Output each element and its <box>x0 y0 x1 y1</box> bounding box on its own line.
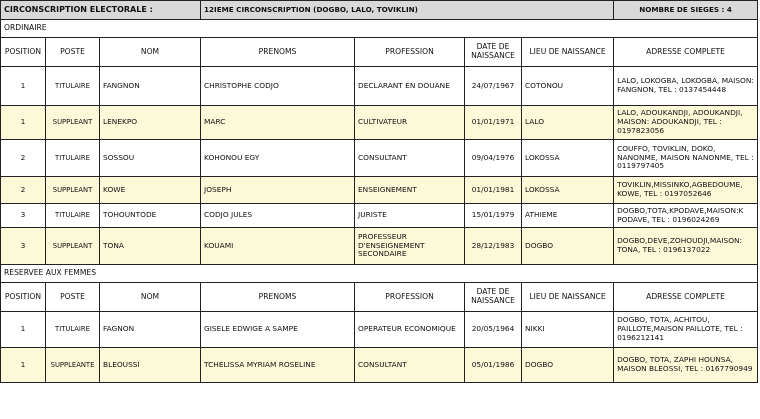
cell-nom: FANGNON <box>100 67 201 106</box>
cell-prenoms: JOSEPH <box>201 177 355 204</box>
cell-lieu-naissance: NIKKI <box>522 312 614 348</box>
table-row <box>1 67 758 106</box>
cell-date-naissance: 01/01/1981 <box>465 177 522 204</box>
cell-poste: TITULAIRE <box>46 67 100 106</box>
cell-date-naissance: 24/07/1967 <box>465 67 522 106</box>
column-header-prenoms: PRENOMS <box>201 283 355 312</box>
cell-lieu-naissance: COTONOU <box>522 67 614 106</box>
cell-lieu-naissance: ATHIEME <box>522 204 614 228</box>
cell-adresse: LALO, LOKOGBA, LOKOGBA, MAISON: FANGNON, TEL : 0137454448 <box>614 67 758 106</box>
column-header-prenoms: PRENOMS <box>201 38 355 67</box>
table-row <box>1 204 758 228</box>
cell-date-naissance: 20/05/1964 <box>465 312 522 348</box>
cell-prenoms: KOHONOU EGY <box>201 140 355 177</box>
cell-prenoms: KOUAMI <box>201 228 355 265</box>
cell-position: 1 <box>1 106 46 140</box>
column-header-lieu-naissance: LIEU DE NAISSANCE <box>522 283 614 312</box>
section-title-row <box>1 20 758 38</box>
section-title: ORDINAIRE <box>1 20 758 38</box>
cell-nom: LENEKPO <box>100 106 201 140</box>
cell-position: 1 <box>1 67 46 106</box>
column-header-row <box>1 38 758 67</box>
column-header-profession: PROFESSION <box>355 38 465 67</box>
table-row <box>1 177 758 204</box>
table-row <box>1 140 758 177</box>
cell-poste: SUPPLEANT <box>46 106 100 140</box>
header-row <box>1 1 758 20</box>
table-row <box>1 228 758 265</box>
column-header-adresse: ADRESSE COMPLETE <box>614 283 758 312</box>
cell-lieu-naissance: LOKOSSA <box>522 177 614 204</box>
cell-adresse: LALO, ADOUKANDJI, ADOUKANDJI, MAISON: ADOUKANDJI, TEL : 0197823056 <box>614 106 758 140</box>
cell-position: 2 <box>1 177 46 204</box>
table-row <box>1 312 758 348</box>
cell-profession: CONSULTANT <box>355 348 465 383</box>
cell-prenoms: GISELE EDWIGE A SAMPE <box>201 312 355 348</box>
seats-count: NOMBRE DE SIEGES : 4 <box>614 1 758 20</box>
column-header-date-naissance: DATE DE NAISSANCE <box>465 283 522 312</box>
column-header-date-naissance: DATE DE NAISSANCE <box>465 38 522 67</box>
column-header-poste: POSTE <box>46 38 100 67</box>
cell-adresse: COUFFO, TOVIKLIN, DOKO, NANONME, MAISON NANONME, TEL : 0119797405 <box>614 140 758 177</box>
cell-date-naissance: 01/01/1971 <box>465 106 522 140</box>
cell-prenoms: CODJO JULES <box>201 204 355 228</box>
cell-date-naissance: 05/01/1986 <box>465 348 522 383</box>
cell-poste: TITULAIRE <box>46 140 100 177</box>
cell-position: 3 <box>1 228 46 265</box>
column-header-profession: PROFESSION <box>355 283 465 312</box>
cell-profession: CULTIVATEUR <box>355 106 465 140</box>
cell-poste: SUPPLEANTE <box>46 348 100 383</box>
cell-profession: CONSULTANT <box>355 140 465 177</box>
cell-lieu-naissance: DOGBO <box>522 228 614 265</box>
cell-nom: TONA <box>100 228 201 265</box>
cell-profession: ENSEIGNEMENT <box>355 177 465 204</box>
circonscription-label: CIRCONSCRIPTION ELECTORALE : <box>1 1 201 20</box>
cell-lieu-naissance: LALO <box>522 106 614 140</box>
cell-position: 1 <box>1 348 46 383</box>
cell-profession: PROFESSEUR D'ENSEIGNEMENT SECONDAIRE <box>355 228 465 265</box>
cell-prenoms: CHRISTOPHE CODJO <box>201 67 355 106</box>
cell-poste: SUPPLEANT <box>46 228 100 265</box>
column-header-nom: NOM <box>100 38 201 67</box>
cell-position: 3 <box>1 204 46 228</box>
cell-adresse: TOVIKLIN,MISSINKO,AGBEDOUME, KOWE, TEL : 0197052646 <box>614 177 758 204</box>
cell-adresse: DOGBO, TOTA, ACHITOU, PAILLOTE,MAISON PAILLOTE, TEL : 0196212141 <box>614 312 758 348</box>
table-row <box>1 348 758 383</box>
cell-adresse: DOGBO, TOTA, ZAPHI HOUNSA, MAISON BLEOSSI, TEL : 0167790949 <box>614 348 758 383</box>
column-header-nom: NOM <box>100 283 201 312</box>
column-header-adresse: ADRESSE COMPLETE <box>614 38 758 67</box>
cell-date-naissance: 28/12/1983 <box>465 228 522 265</box>
cell-position: 2 <box>1 140 46 177</box>
table-row <box>1 106 758 140</box>
cell-lieu-naissance: LOKOSSA <box>522 140 614 177</box>
cell-date-naissance: 15/01/1979 <box>465 204 522 228</box>
cell-prenoms: TCHELISSA MYRIAM ROSELINE <box>201 348 355 383</box>
cell-adresse: DOGBO,TOTA,KPODAVE,MAISON:K PODAVE, TEL : 0196024269 <box>614 204 758 228</box>
cell-adresse: DOGBO,DEVE,ZOHOUDJI,MAISON: TONA, TEL : 0196137022 <box>614 228 758 265</box>
cell-poste: TITULAIRE <box>46 204 100 228</box>
cell-nom: SOSSOU <box>100 140 201 177</box>
cell-poste: TITULAIRE <box>46 312 100 348</box>
cell-nom: TOHOUNTODE <box>100 204 201 228</box>
cell-nom: FAGNON <box>100 312 201 348</box>
cell-profession: OPERATEUR ECONOMIQUE <box>355 312 465 348</box>
cell-position: 1 <box>1 312 46 348</box>
column-header-position: POSITION <box>1 38 46 67</box>
cell-profession: JURISTE <box>355 204 465 228</box>
circonscription-value: 12IEME CIRCONSCRIPTION (DOGBO, LALO, TOVIKLIN) <box>201 1 614 20</box>
cell-date-naissance: 09/04/1976 <box>465 140 522 177</box>
cell-nom: BLEOUSSI <box>100 348 201 383</box>
column-header-poste: POSTE <box>46 283 100 312</box>
column-header-position: POSITION <box>1 283 46 312</box>
column-header-lieu-naissance: LIEU DE NAISSANCE <box>522 38 614 67</box>
column-header-row <box>1 283 758 312</box>
cell-lieu-naissance: DOGBO <box>522 348 614 383</box>
cell-profession: DECLARANT EN DOUANE <box>355 67 465 106</box>
cell-prenoms: MARC <box>201 106 355 140</box>
cell-poste: SUPPLEANT <box>46 177 100 204</box>
section-title: RESERVEE AUX FEMMES <box>1 265 758 283</box>
cell-nom: KOWE <box>100 177 201 204</box>
section-title-row <box>1 265 758 283</box>
